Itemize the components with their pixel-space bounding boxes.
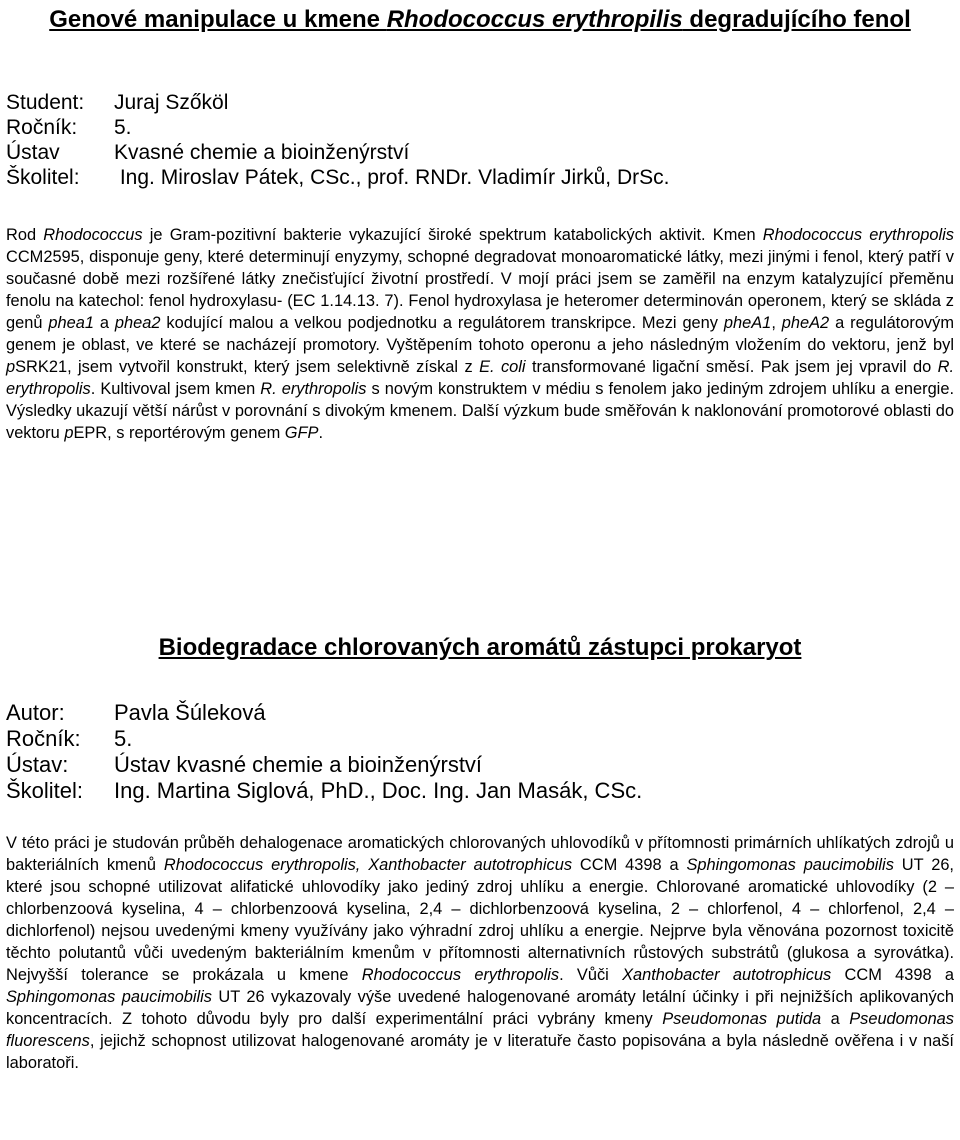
text-run: kodující malou a velkou podjednotku a regulátorem transkripce. Mezi geny (160, 314, 724, 332)
info-row-supervisor (6, 165, 669, 190)
info-value: Kvasné chemie a bioinženýrství (114, 141, 410, 164)
info-label: Ústav (6, 141, 60, 164)
italic-run: p (6, 358, 16, 376)
info-value: Ing. Martina Siglová, PhD., Doc. Ing. Jan Masák, CSc. (114, 778, 643, 803)
italic-run: Rhodococcus erythropolis, Xanthobacter autotrophicus (163, 856, 573, 874)
italic-run: Sphingomonas paucimobilis (686, 856, 894, 874)
text-run: Rod (6, 226, 44, 244)
title-italic-text: Rhodococcus erythropilis (386, 6, 683, 33)
info-value: 5. (114, 116, 132, 139)
text-run: a regulátorovým genem je oblast, ve které se nacházejí promotory. Vyštěpením tohoto operonu a jeho následným vložením do vektoru, jenž byl (6, 314, 954, 354)
info-value: Pavla Šúleková (114, 700, 266, 725)
italic-run: pheA1 (723, 314, 772, 332)
text-run: . (318, 424, 324, 442)
article-title-1 (6, 2, 954, 37)
info-value: Ústav kvasné chemie a bioinženýrství (114, 752, 483, 777)
italic-run: R. erythropolis (6, 358, 955, 398)
text-run: , jsem vytvořil konstrukt, který jsem selektivně získal z (67, 358, 480, 376)
info-label: Autor: (6, 700, 65, 725)
text-run: . Vůči (559, 966, 623, 984)
text-run: transformované ligační směsí. Pak jsem jej vpravil do (525, 358, 938, 376)
italic-run: Rhodococcus erythropolis (361, 966, 560, 984)
italic-run: Sphingomonas paucimobilis (6, 988, 212, 1006)
info-row-institute (6, 752, 642, 778)
text-run: EPR (73, 424, 108, 442)
italic-run: Pseudomonas putida (662, 1010, 822, 1028)
italic-run: p (64, 424, 74, 442)
text-run: UT 26, které jsou schopné utilizovat alifatické uhlovodíky jako jediný zdroj uhlíku a energie. Chlorované aromatické uhlovodíky (2 – chlorbenzoová kyselina, 4 – chlorbenzoová kyselina, 2,4 – dichlorbenzoová kyselina, 2 – chlorfenol, 4 – chlorfenol, 2,4 – dichlorfenol) nejsou uvedenými kmeny využívány jako výhradní zdroj uhlíku a energie. Nejprve byla věnována pozornost toxicitě těchto polutantů vůči uvedeným bakteriálním kmenům v přítomnosti alternativních růstových substrátů (glukosa a syrovátka). Nejvyšší tolerance se prokázala u kmene (6, 856, 954, 984)
info-row-supervisor (6, 778, 642, 804)
info-row-institute (6, 140, 669, 165)
text-run: CCM2595, disponuje geny, které determinují enyzymy, schopné degradovat monoaromatické látky, mezi jinými i fenol, který patří v současné době mezi rozšířené látky znečisťující životní prostředí. V mojí práci jsem se zaměřil na enzym katalyzující přeměnu fenolu na katechol: fenol hydroxylasu- (EC 1.14.13. 7). Fenol hydroxylasa je heteromer determinován operonem, který se skláda z genů (6, 248, 954, 332)
text-run: , s reportérovým genem (107, 424, 285, 442)
text-run: je Gram-pozitivní bakterie vykazující široké spektrum katabolických aktivit. Kmen (142, 226, 763, 244)
italic-run: Rhodococcus (43, 226, 143, 244)
info-row-year (6, 726, 642, 752)
italic-run: GFP (284, 424, 319, 442)
italic-run: pheA2 (781, 314, 830, 332)
italic-run: R. erythropolis (260, 380, 367, 398)
text-run: , (771, 314, 782, 332)
italic-run: Rhodococcus erythropolis (762, 226, 954, 244)
text-run: CCM 4398 a (831, 966, 955, 984)
title-text: Genové manipulace u kmene (49, 6, 387, 33)
author-info-2 (6, 700, 642, 804)
info-label: Student: (6, 91, 85, 114)
text-run: SRK21 (15, 358, 68, 376)
abstract-2 (6, 832, 954, 1074)
info-row-year (6, 115, 669, 140)
text-run: a (93, 314, 115, 332)
italic-run: Pseudomonas fluorescens (6, 1010, 954, 1050)
italic-run: phea2 (114, 314, 161, 332)
author-info-1 (6, 90, 669, 190)
info-value: 5. (114, 726, 133, 751)
text-run: . Kultivoval jsem kmen (90, 380, 261, 398)
italic-run: E. coli (479, 358, 526, 376)
info-row-author (6, 700, 642, 726)
italic-run: Xanthobacter autotrophicus (622, 966, 832, 984)
title-text: degradujícího fenol (682, 6, 911, 33)
text-run: UT 26 vykazovaly výše uvedené halogenované aromáty letální účinky i při nejnižších aplikovaných koncentracích. Z tohoto důvodu byly pro další experimentální práci vybrány kmeny (6, 988, 954, 1028)
text-run: V této práci je studován průběh dehalogenace aromatických chlorovaných uhlovodíků v přítomnosti primárních uhlíkatých zdrojů u bakteriálních kmenů (6, 834, 954, 874)
info-label: Ročník: (6, 116, 78, 139)
text-run: , jejichž schopnost utilizovat halogenované aromáty je v literatuře často popisována a byla následně ověřena i v naší laboratoři. (6, 1032, 954, 1072)
info-label: Školitel: (6, 166, 80, 189)
text-run: a (821, 1010, 850, 1028)
info-row-student (6, 90, 669, 115)
info-label: Ročník: (6, 726, 81, 751)
italic-run: phea1 (48, 314, 94, 332)
text-run: CCM 4398 a (572, 856, 687, 874)
article-title-2: Biodegradace chlorovaných aromátů zástupci prokaryot (158, 634, 802, 661)
info-value: Juraj Szőköl (114, 91, 229, 114)
info-label: Ústav: (6, 752, 69, 777)
abstract-1 (6, 224, 954, 444)
info-value: Ing. Miroslav Pátek, CSc., prof. RNDr. Vladimír Jirků, DrSc. (114, 166, 670, 189)
text-run: s novým konstruktem v médiu s fenolem jako jediným zdrojem uhlíku a energie. Výsledky ukazují větší nárůst v porovnání s divokým kmenem. Další výzkum bude směřován k naklonování promotorové oblasti do vektoru (6, 380, 954, 442)
info-label: Školitel: (6, 778, 84, 803)
